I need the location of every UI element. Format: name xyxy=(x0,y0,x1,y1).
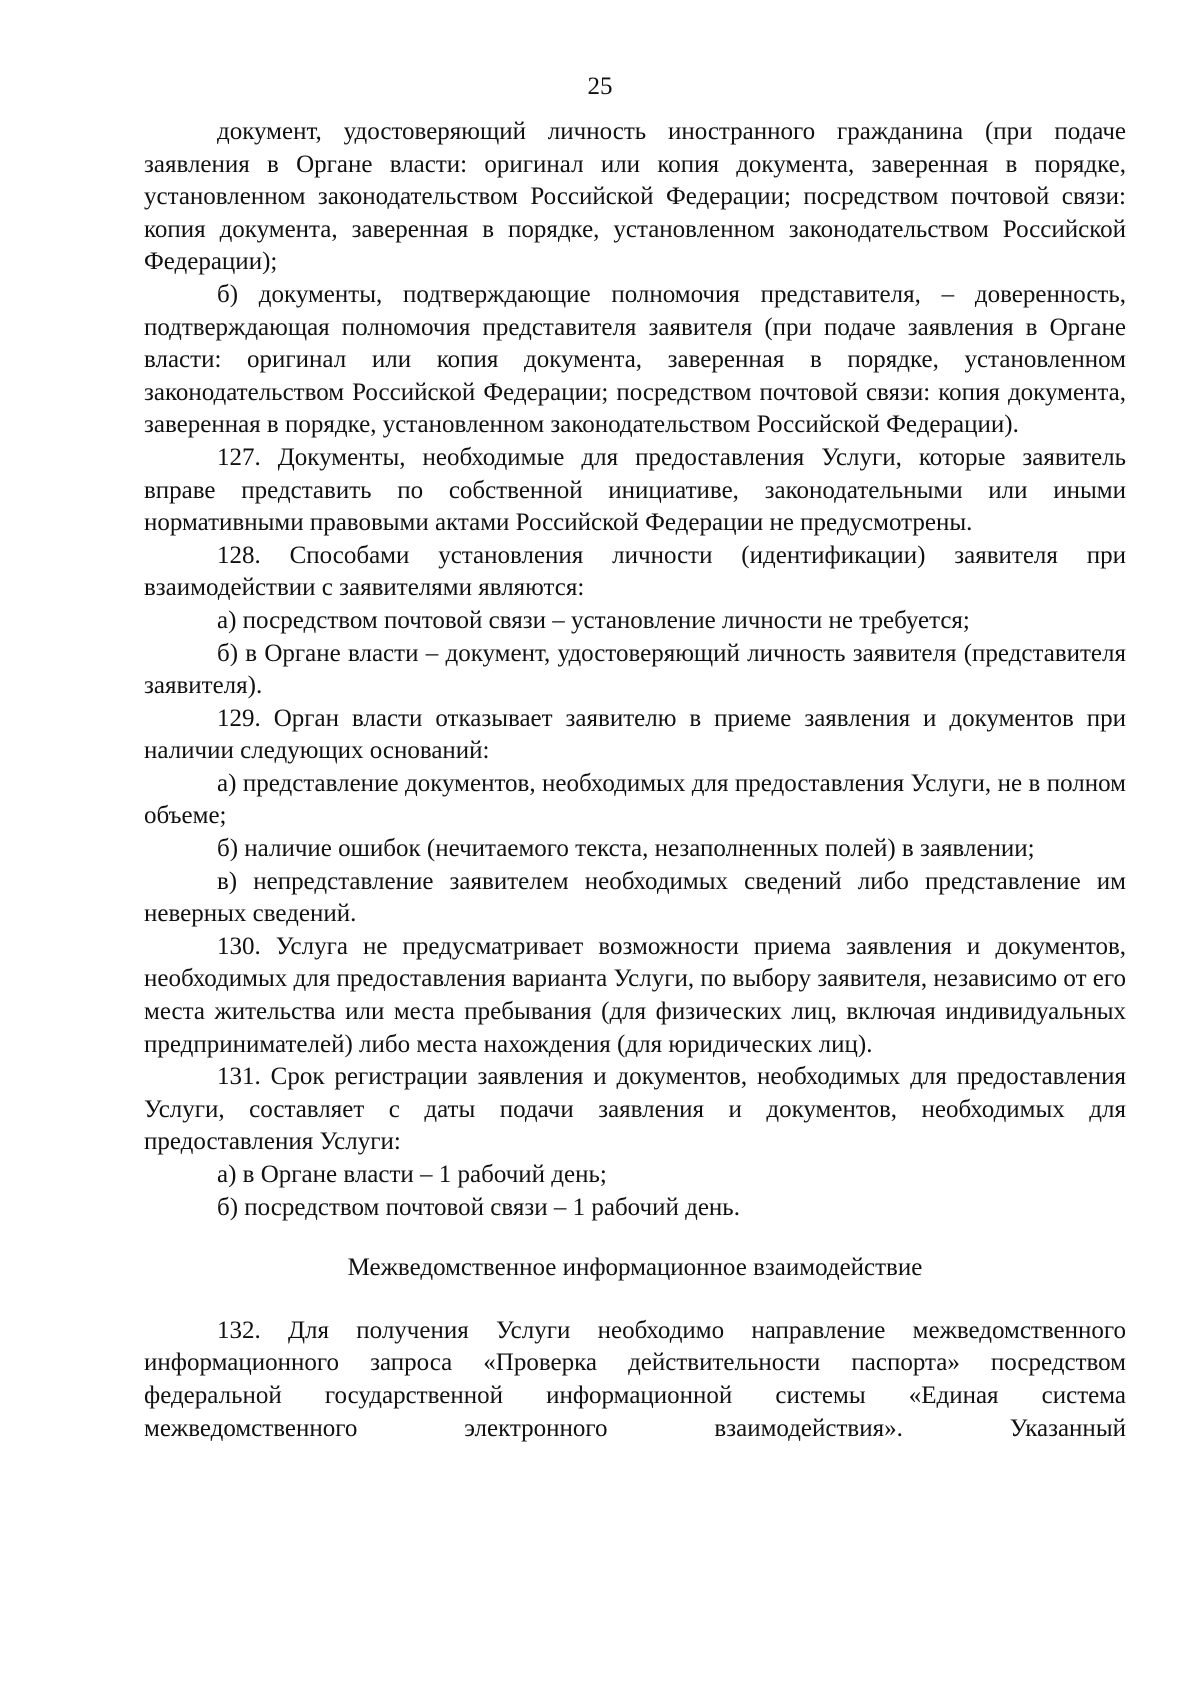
list-item-b: б) посредством почтовой связи – 1 рабочий день. xyxy=(217,1193,740,1221)
document-body xyxy=(144,116,1126,1445)
paragraph-132: 132. Для получения Услуги необходимо направление межведомственного информационного запроса «Проверка действительности паспорта» посредством федеральной государственной информационной системы «Единая система межведомственного электронного взаимодействия». Указанный xyxy=(144,1316,1126,1442)
paragraph-129: 129. Орган власти отказывает заявителю в приеме заявления и документов при наличии следующих оснований: xyxy=(144,704,1126,765)
list-item-b: б) в Органе власти – документ, удостоверяющий личность заявителя (представителя заявителя). xyxy=(144,639,1126,700)
list-item-a: а) в Органе власти – 1 рабочий день; xyxy=(217,1161,607,1188)
paragraph-128: 128. Способами установления личности (идентификации) заявителя при взаимодействии с заявителями являются: xyxy=(144,541,1126,602)
list-item-b: б) наличие ошибок (нечитаемого текста, незаполненных полей) в заявлении; xyxy=(217,835,1035,863)
paragraph-131: 131. Срок регистрации заявления и документов, необходимых для предоставления Услуги, составляет с даты подачи заявления и документов, необходимых для предоставления Услуги: xyxy=(144,1063,1126,1156)
paragraph-130: 130. Услуга не предусматривает возможности приема заявления и документов, необходимых для предоставления варианта Услуги, по выбору заявителя, независимо от его места жительства или места пребывания (для физических лиц, включая индивидуальных предпринимателей) либо места нахождения (для юридических лиц). xyxy=(144,932,1126,1058)
list-item-a: а) представление документов, необходимых для предоставления Услуги, не в полном объеме; xyxy=(144,769,1126,830)
list-item-v: в) непредставление заявителем необходимых сведений либо представление им неверных сведений. xyxy=(144,867,1126,928)
page-number: 25 xyxy=(587,73,613,100)
list-item-a: а) посредством почтовой связи – установление личности не требуется; xyxy=(217,606,970,634)
section-heading: Межведомственное информационное взаимодействие xyxy=(347,1254,923,1282)
paragraph: документ, удостоверяющий личность иностранного гражданина (при подаче заявления в Органе власти: оригинал или копия документа, заверенная в порядке, установленном законодательством Российской Федерации; посредством почтовой связи: копия документа, заверенная в порядке, установленном законодательством Российской Федерации); xyxy=(144,118,1126,276)
paragraph: б) документы, подтверждающие полномочия представителя, – доверенность, подтверждающая полномочия представителя заявителя (при подаче заявления в Органе власти: оригинал или копия документа, заверенная в порядке, установленном законодательством Российской Федерации; посредством почтовой связи: копия документа, заверенная в порядке, установленном законодательством Российской Федерации). xyxy=(144,280,1126,439)
paragraph-127: 127. Документы, необходимые для предоставления Услуги, которые заявитель вправе представить по собственной инициативе, законодательными или иными нормативными правовыми актами Российской Федерации не предусмотрены. xyxy=(144,443,1126,537)
